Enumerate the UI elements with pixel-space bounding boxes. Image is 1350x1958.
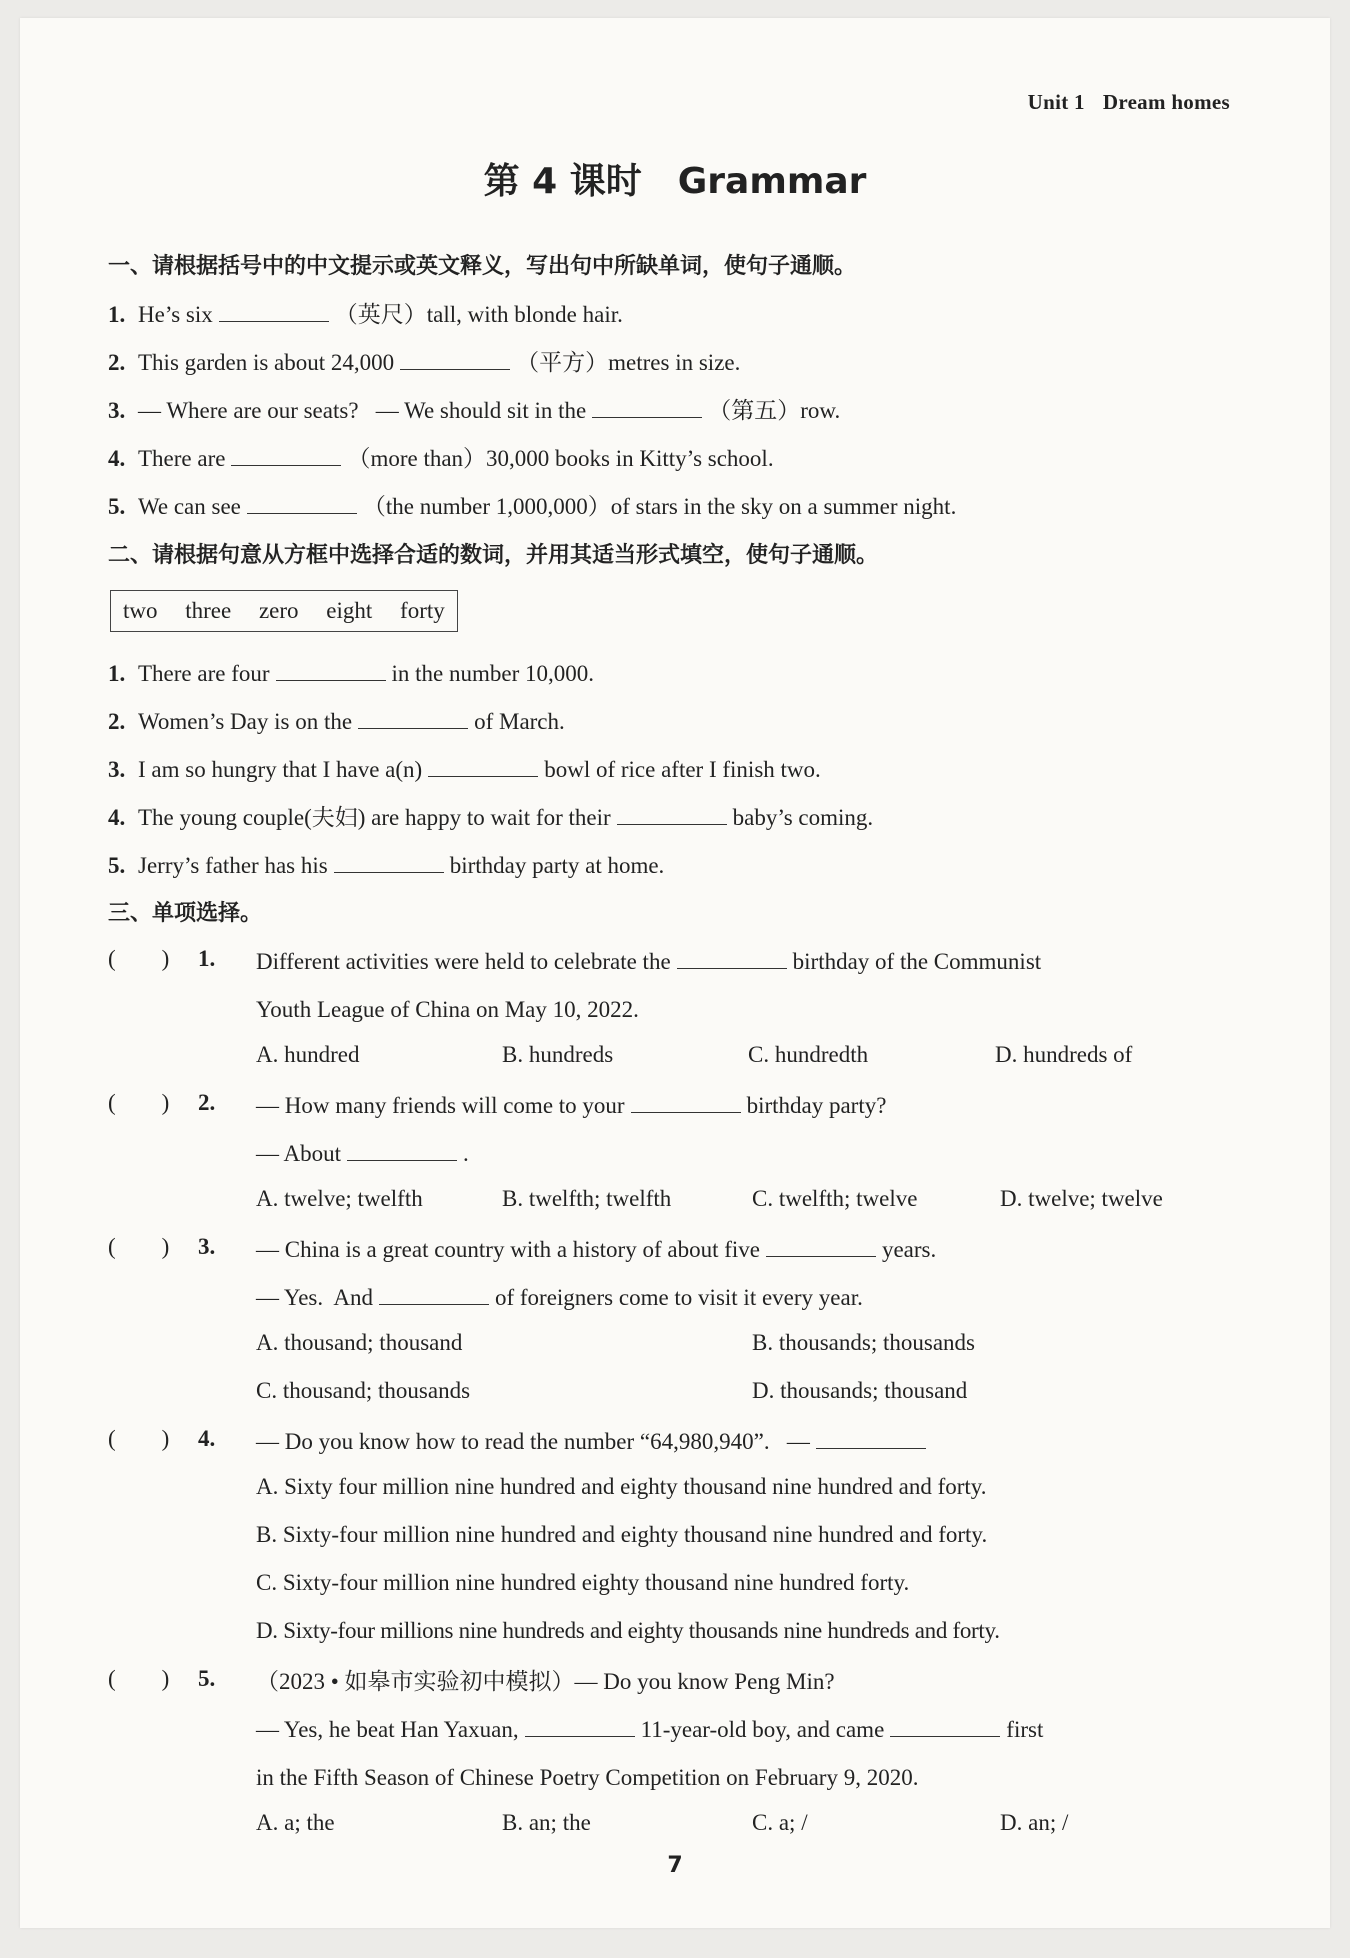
answer-blank[interactable]: [347, 1138, 457, 1161]
word-option: forty: [400, 598, 445, 623]
word-option: three: [185, 598, 232, 623]
section3-heading: 三、单项选择。: [108, 901, 263, 926]
q1-stem: Different activities were held to celebrate the birthday of the Communist: [256, 946, 1041, 978]
s1-question-1: 1. He’s six （英尺）tall, with blonde hair.: [108, 299, 623, 331]
q4-option-b[interactable]: B. Sixty-four million nine hundred and eighty thousand nine hundred and forty.: [256, 1522, 988, 1547]
answer-blank[interactable]: [358, 706, 468, 729]
unit-label: Unit 1: [1027, 90, 1085, 114]
q4-number: 4.: [198, 1426, 216, 1451]
q4-stem: — Do you know how to read the number “64,980,940”. —: [256, 1426, 932, 1458]
section1-heading: 一、请根据括号中的中文提示或英文释义，写出句中所缺单词，使句子通顺。: [108, 254, 857, 279]
s2-question-2: 2. Women’s Day is on the of March.: [108, 706, 565, 738]
q4-option-d[interactable]: D. Sixty-four millions nine hundreds and eighty thousands nine hundreds and forty.: [256, 1618, 1000, 1643]
q1-stem-line2: Youth League of China on May 10, 2022.: [256, 997, 639, 1022]
q3-option-a[interactable]: A. thousand; thousand: [256, 1330, 463, 1355]
q3-option-d[interactable]: D. thousands; thousand: [752, 1378, 968, 1403]
answer-blank[interactable]: [219, 299, 329, 322]
worksheet-page: [20, 18, 1330, 1928]
word-option: eight: [326, 598, 373, 623]
q1-option-a[interactable]: A. hundred: [256, 1042, 360, 1067]
answer-blank[interactable]: [276, 658, 386, 681]
answer-blank[interactable]: [231, 443, 341, 466]
s1-question-4: 4. There are （more than）30,000 books in Kitty’s school.: [108, 443, 774, 475]
answer-blank[interactable]: [400, 347, 510, 370]
q4-option-c[interactable]: C. Sixty-four million nine hundred eighty thousand nine hundred forty.: [256, 1570, 910, 1595]
lesson-label: 第 4 课时: [483, 161, 642, 202]
s1-question-2: 2. This garden is about 24,000 （平方）metres in size.: [108, 347, 740, 379]
q5-option-b[interactable]: B. an; the: [502, 1810, 591, 1835]
q3-option-b[interactable]: B. thousands; thousands: [752, 1330, 975, 1355]
answer-paren[interactable]: ( ): [108, 1426, 170, 1451]
answer-blank[interactable]: [247, 491, 357, 514]
answer-blank[interactable]: [428, 754, 538, 777]
page-header: [1028, 90, 1230, 115]
word-box: [110, 590, 458, 632]
q5-stem-line2: — Yes, he beat Han Yaxuan, 11-year-old boy, and came first: [256, 1714, 1043, 1746]
answer-blank[interactable]: [890, 1714, 1000, 1737]
q2-option-c[interactable]: C. twelfth; twelve: [752, 1186, 918, 1211]
page-title: [20, 153, 1330, 204]
section2-heading: 二、请根据句意从方框中选择合适的数词，并用其适当形式填空，使句子通顺。: [108, 543, 879, 568]
unit-title: Dream homes: [1102, 90, 1230, 114]
q1-option-b[interactable]: B. hundreds: [502, 1042, 614, 1067]
q2-number: 2.: [198, 1090, 216, 1115]
word-option: zero: [258, 598, 299, 623]
answer-paren[interactable]: ( ): [108, 1234, 170, 1259]
lesson-topic: Grammar: [677, 161, 867, 202]
q4-option-a[interactable]: A. Sixty four million nine hundred and eighty thousand nine hundred and forty.: [256, 1474, 987, 1499]
s2-question-4: 4. The young couple(夫妇) are happy to wait for their baby’s coming.: [108, 802, 873, 834]
word-option: two: [123, 598, 158, 623]
answer-blank[interactable]: [631, 1090, 741, 1113]
answer-paren[interactable]: ( ): [108, 1666, 170, 1691]
q5-option-c[interactable]: C. a; /: [752, 1810, 808, 1835]
q3-option-c[interactable]: C. thousand; thousands: [256, 1378, 471, 1403]
answer-paren[interactable]: ( ): [108, 1090, 170, 1115]
answer-blank[interactable]: [592, 395, 702, 418]
q5-stem-line3: in the Fifth Season of Chinese Poetry Competition on February 9, 2020.: [256, 1765, 919, 1790]
answer-blank[interactable]: [766, 1234, 876, 1257]
page-number: 7: [667, 1853, 683, 1878]
q5-number: 5.: [198, 1666, 216, 1691]
q3-stem: — China is a great country with a history of about five years.: [256, 1234, 936, 1266]
s1-question-3: 3. — Where are our seats? — We should sit in the （第五）row.: [108, 395, 840, 427]
q2-stem-line2: — About .: [256, 1138, 469, 1170]
q2-stem: — How many friends will come to your birthday party?: [256, 1090, 886, 1122]
answer-blank[interactable]: [334, 850, 444, 873]
q5-option-a[interactable]: A. a; the: [256, 1810, 335, 1835]
q1-option-d[interactable]: D. hundreds of: [995, 1042, 1133, 1067]
s2-question-1: 1. There are four in the number 10,000.: [108, 658, 594, 690]
q2-option-d[interactable]: D. twelve; twelve: [1000, 1186, 1163, 1211]
q3-stem-line2: — Yes. And of foreigners come to visit it every year.: [256, 1282, 863, 1314]
s2-question-3: 3. I am so hungry that I have a(n) bowl of rice after I finish two.: [108, 754, 821, 786]
q2-option-a[interactable]: A. twelve; twelfth: [256, 1186, 423, 1211]
q1-option-c[interactable]: C. hundredth: [748, 1042, 869, 1067]
q2-option-b[interactable]: B. twelfth; twelfth: [502, 1186, 672, 1211]
answer-blank[interactable]: [525, 1714, 635, 1737]
answer-blank[interactable]: [677, 946, 787, 969]
answer-blank[interactable]: [379, 1282, 489, 1305]
q5-stem: （2023 • 如皋市实验初中模拟）— Do you know Peng Min?: [256, 1669, 835, 1694]
answer-paren[interactable]: ( ): [108, 946, 170, 971]
q1-number: 1.: [198, 946, 216, 971]
q3-number: 3.: [198, 1234, 216, 1259]
s1-question-5: 5. We can see （the number 1,000,000）of stars in the sky on a summer night.: [108, 491, 956, 523]
s2-question-5: 5. Jerry’s father has his birthday party at home.: [108, 850, 664, 882]
answer-blank[interactable]: [816, 1426, 926, 1449]
q5-option-d[interactable]: D. an; /: [1000, 1810, 1069, 1835]
answer-blank[interactable]: [617, 802, 727, 825]
